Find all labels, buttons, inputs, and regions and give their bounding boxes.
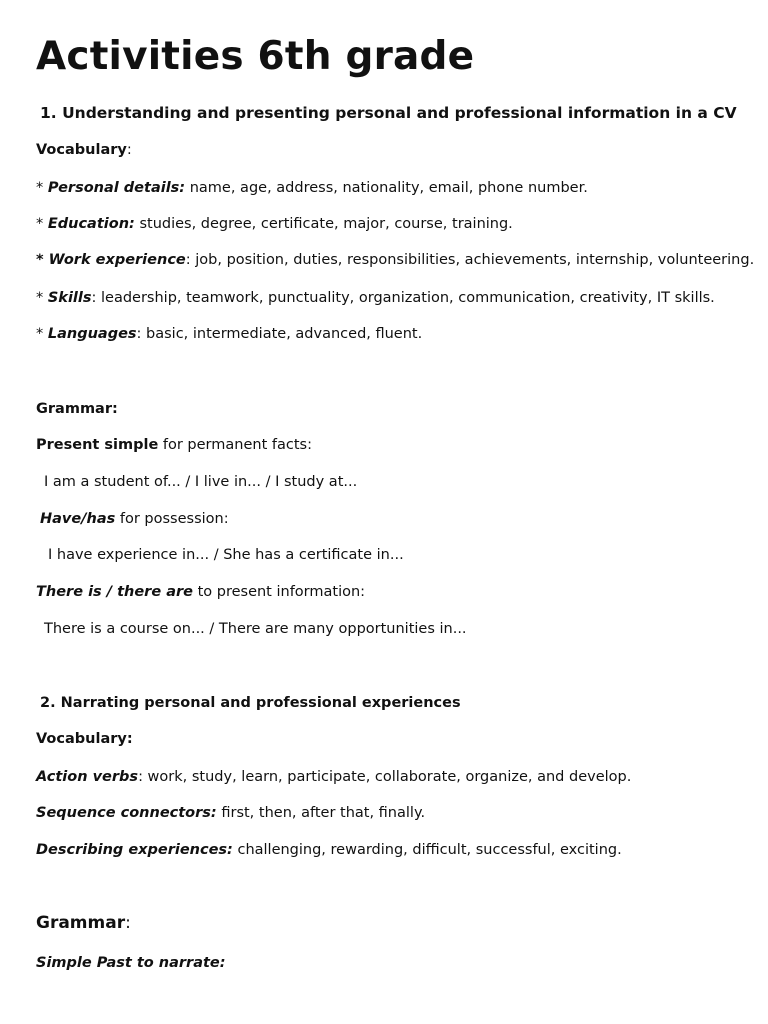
grammar-example-have-has: I have experience in... / She has a certificate in... (48, 547, 404, 563)
grammar-text: for permanent facts: (158, 437, 312, 453)
grammar-example-present-simple: I am a student of... / I live in... / I study at... (44, 474, 358, 490)
vocab-bullet: * (36, 290, 48, 306)
grammar-term: Have/has (40, 511, 116, 527)
section-1-grammar-label: Grammar: (36, 401, 118, 417)
grammar-label-text: Grammar (36, 913, 126, 933)
vocab-item-action-verbs (36, 767, 631, 787)
vocab-text: challenging, rewarding, difficult, successful, exciting. (232, 842, 622, 858)
section-1-heading: 1. Understanding and presenting personal and professional information in a CV (40, 104, 737, 122)
vocab-term: Languages (47, 326, 137, 342)
vocab-item-education (36, 214, 513, 234)
vocab-term: * Work experience (36, 252, 186, 268)
vocab-term: Personal details: (47, 180, 186, 196)
grammar-term: There is / there are (36, 584, 193, 600)
vocab-text: : leadership, teamwork, punctuality, organization, communication, creativity, IT skills. (91, 290, 715, 306)
section-2-vocabulary-label: Vocabulary: (36, 731, 133, 747)
vocab-term: Education: (47, 216, 135, 232)
vocab-text: studies, degree, certificate, major, course, training. (134, 216, 513, 232)
vocab-item-sequence-connectors (36, 803, 425, 823)
page-title: Activities 6th grade (36, 34, 475, 79)
vocab-bullet: * (36, 180, 48, 196)
grammar-have-has (36, 509, 229, 529)
vocab-text: first, then, after that, finally. (216, 805, 426, 821)
vocab-text: name, age, address, nationality, email, phone number. (185, 180, 588, 196)
vocab-term: Sequence connectors: (36, 805, 217, 821)
vocab-item-describing-experiences (36, 840, 622, 860)
grammar-example-there-is: There is a course on... / There are many opportunities in... (44, 621, 467, 637)
vocab-bullet: * (36, 216, 48, 232)
vocab-item-skills (36, 288, 715, 308)
vocab-text: : work, study, learn, participate, collaborate, organize, and develop. (138, 769, 632, 785)
grammar-simple-past: Simple Past to narrate: (36, 955, 226, 971)
vocabulary-label-colon: : (126, 142, 132, 158)
section-2-heading: 2. Narrating personal and professional experiences (40, 695, 461, 711)
grammar-text: to present information: (192, 584, 366, 600)
vocab-item-work-experience (36, 250, 754, 270)
vocab-item-personal-details (36, 178, 588, 198)
vocab-bullet: * (36, 326, 48, 342)
vocabulary-label-text: Vocabulary (36, 142, 127, 158)
vocab-term: Describing experiences: (36, 842, 233, 858)
vocab-term: Skills (47, 290, 92, 306)
grammar-there-is (36, 582, 365, 602)
vocab-term: Action verbs (36, 769, 139, 785)
section-2-grammar-label (36, 913, 131, 933)
vocab-text: : job, position, duties, responsibilities, achievements, internship, volunteering. (185, 252, 755, 268)
grammar-text: for possession: (115, 511, 229, 527)
vocab-item-languages (36, 324, 422, 344)
grammar-term: Present simple (36, 437, 159, 453)
grammar-present-simple (36, 435, 312, 455)
grammar-label-colon: : (125, 913, 131, 933)
section-1-vocabulary-label (36, 140, 132, 160)
vocab-text: : basic, intermediate, advanced, fluent. (136, 326, 423, 342)
